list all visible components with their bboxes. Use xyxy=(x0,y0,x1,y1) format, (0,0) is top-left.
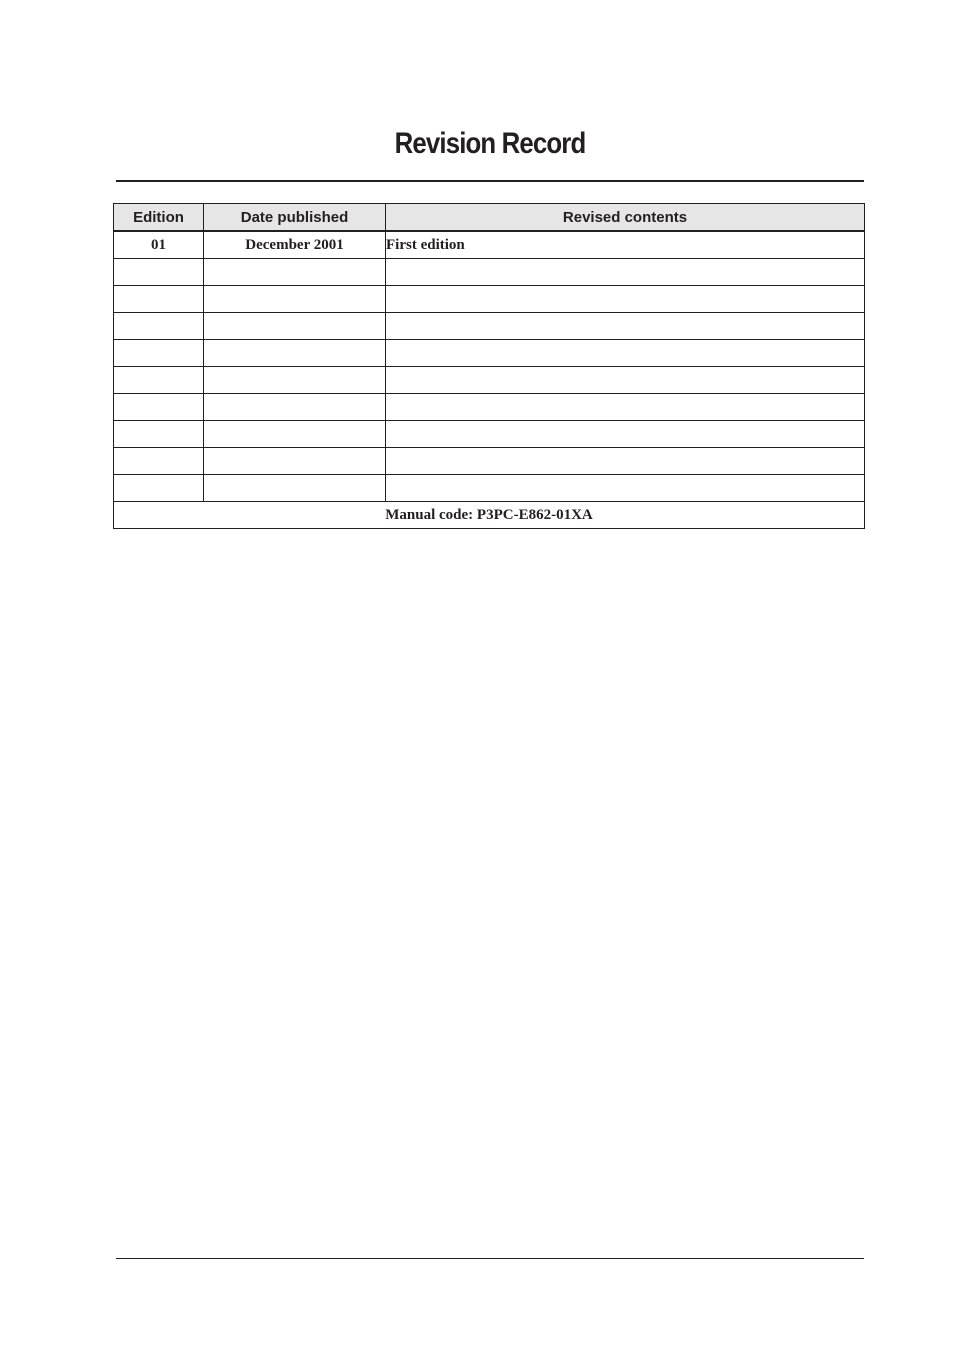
table-row xyxy=(114,475,865,502)
contents-cell xyxy=(386,313,865,340)
date-cell: December 2001 xyxy=(204,231,386,259)
table-row xyxy=(114,394,865,421)
edition-cell xyxy=(114,367,204,394)
table-row xyxy=(114,313,865,340)
contents-cell xyxy=(386,475,865,502)
table-row xyxy=(114,340,865,367)
date-cell xyxy=(204,259,386,286)
edition-cell xyxy=(114,394,204,421)
date-cell xyxy=(204,367,386,394)
table-row xyxy=(114,367,865,394)
revision-table xyxy=(113,203,865,529)
footer-divider xyxy=(116,1258,864,1259)
contents-cell xyxy=(386,394,865,421)
edition-cell xyxy=(114,340,204,367)
header-edition: Edition xyxy=(114,204,204,232)
page-title: Revision Record xyxy=(394,127,586,160)
contents-cell xyxy=(386,286,865,313)
date-cell xyxy=(204,394,386,421)
edition-cell xyxy=(114,286,204,313)
table-row xyxy=(114,448,865,475)
contents-cell xyxy=(386,421,865,448)
header-revised-contents: Revised contents xyxy=(386,204,865,232)
edition-cell xyxy=(114,448,204,475)
date-cell xyxy=(204,313,386,340)
edition-cell xyxy=(114,421,204,448)
edition-cell xyxy=(114,259,204,286)
edition-cell: 01 xyxy=(114,231,204,259)
contents-cell xyxy=(386,340,865,367)
date-cell xyxy=(204,421,386,448)
date-cell xyxy=(204,286,386,313)
table-row xyxy=(114,421,865,448)
date-cell xyxy=(204,340,386,367)
contents-cell xyxy=(386,259,865,286)
table-row xyxy=(114,286,865,313)
title-divider xyxy=(116,180,864,182)
table-row xyxy=(114,231,865,259)
edition-cell xyxy=(114,475,204,502)
contents-cell xyxy=(386,367,865,394)
date-cell xyxy=(204,475,386,502)
edition-cell xyxy=(114,313,204,340)
contents-cell: First edition xyxy=(386,231,865,259)
table-footer-row xyxy=(114,502,865,529)
table-header-row xyxy=(114,204,865,232)
header-date-published: Date published xyxy=(204,204,386,232)
manual-code: Manual code: P3PC-E862-01XA xyxy=(114,502,865,529)
table-row xyxy=(114,259,865,286)
contents-cell xyxy=(386,448,865,475)
date-cell xyxy=(204,448,386,475)
